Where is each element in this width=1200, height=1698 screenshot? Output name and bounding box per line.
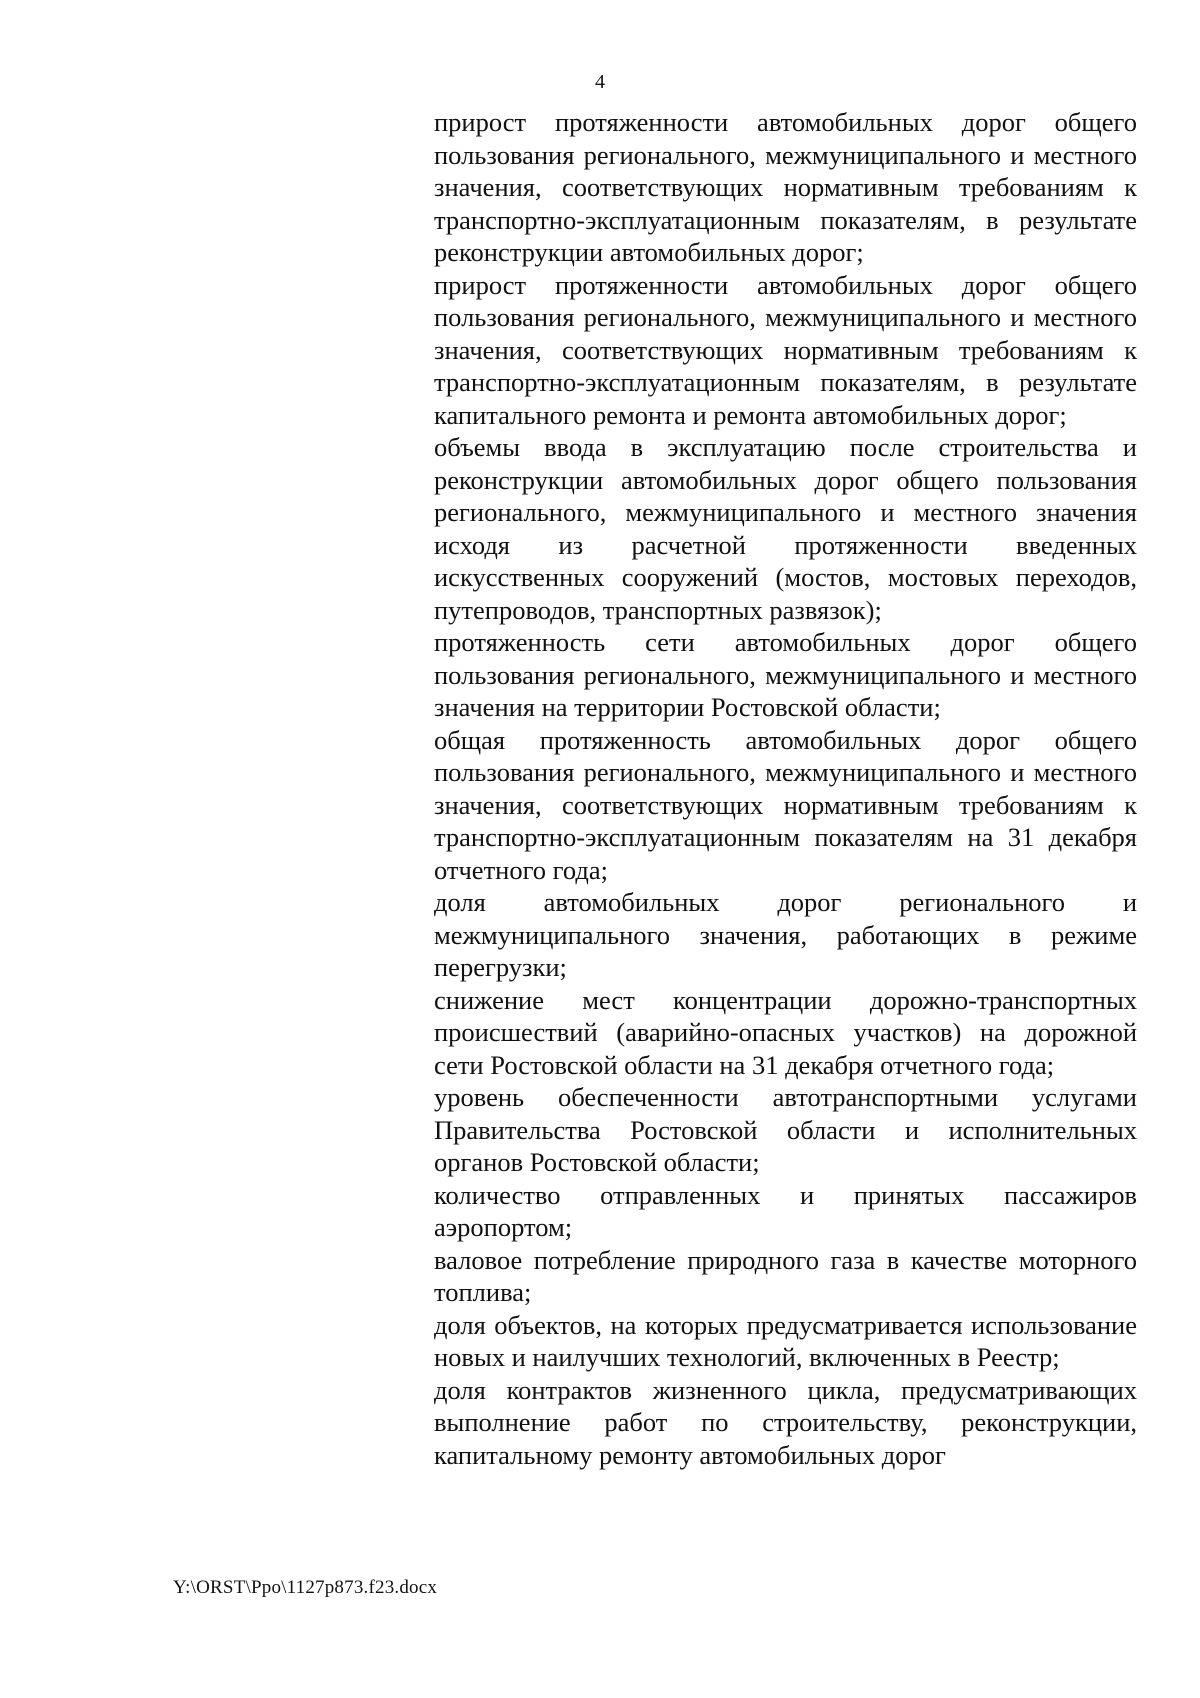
paragraph: протяженность сети автомобильных дорог общего пользования регионального, межмуниципального и местного значения на территории Ростовской области; bbox=[434, 627, 1137, 722]
paragraph: количество отправленных и принятых пассажиров аэропортом; bbox=[434, 1179, 1137, 1242]
page-number: 4 bbox=[595, 71, 605, 93]
paragraph: уровень обеспеченности автотранспортными услугами Правительства Ростовской области и исполнительных органов Ростовской области; bbox=[434, 1082, 1137, 1177]
paragraph: доля объектов, на которых предусматривается использование новых и наилучших технологий, включенных в Реестр; bbox=[434, 1309, 1137, 1372]
paragraph: доля автомобильных дорог регионального и межмуниципального значения, работающих в режиме перегрузки; bbox=[434, 887, 1137, 982]
paragraph: объемы ввода в эксплуатацию после строительства и реконструкции автомобильных дорог общего пользования регионального, межмуниципального и местного значения исходя из расчетной протяженности введенных искусственных сооружений (мостов, мостовых переходов, путепроводов, транспортных развязок); bbox=[434, 432, 1137, 625]
paragraph: прирост протяженности автомобильных дорог общего пользования регионального, межмуниципального и местного значения, соответствующих нормативным требованиям к транспортно-эксплуатационным показателям, в результате капитального ремонта и ремонта автомобильных дорог; bbox=[434, 269, 1137, 430]
paragraph: доля контрактов жизненного цикла, предусматривающих выполнение работ по строительству, реконструкции, капитальному ремонту автомобильных дорог bbox=[434, 1374, 1137, 1470]
document-body bbox=[434, 106, 1137, 1471]
paragraph: общая протяженность автомобильных дорог общего пользования регионального, межмуниципального и местного значения, соответствующих нормативным требованиям к транспортно-эксплуатационным показателям на 31 декабря отчетного года; bbox=[434, 724, 1137, 885]
paragraph: прирост протяженности автомобильных дорог общего пользования регионального, межмуниципального и местного значения, соответствующих нормативным требованиям к транспортно-эксплуатационным показателям, в результате реконструкции автомобильных дорог; bbox=[434, 107, 1137, 267]
paragraph: валовое потребление природного газа в качестве моторного топлива; bbox=[434, 1244, 1137, 1307]
paragraph: снижение мест концентрации дорожно-транспортных происшествий (аварийно-опасных участков) на дорожной сети Ростовской области на 31 декабря отчетного года; bbox=[434, 984, 1137, 1080]
file-path-footer: Y:\ORST\Ppo\1127p873.f23.docx bbox=[173, 1577, 438, 1598]
